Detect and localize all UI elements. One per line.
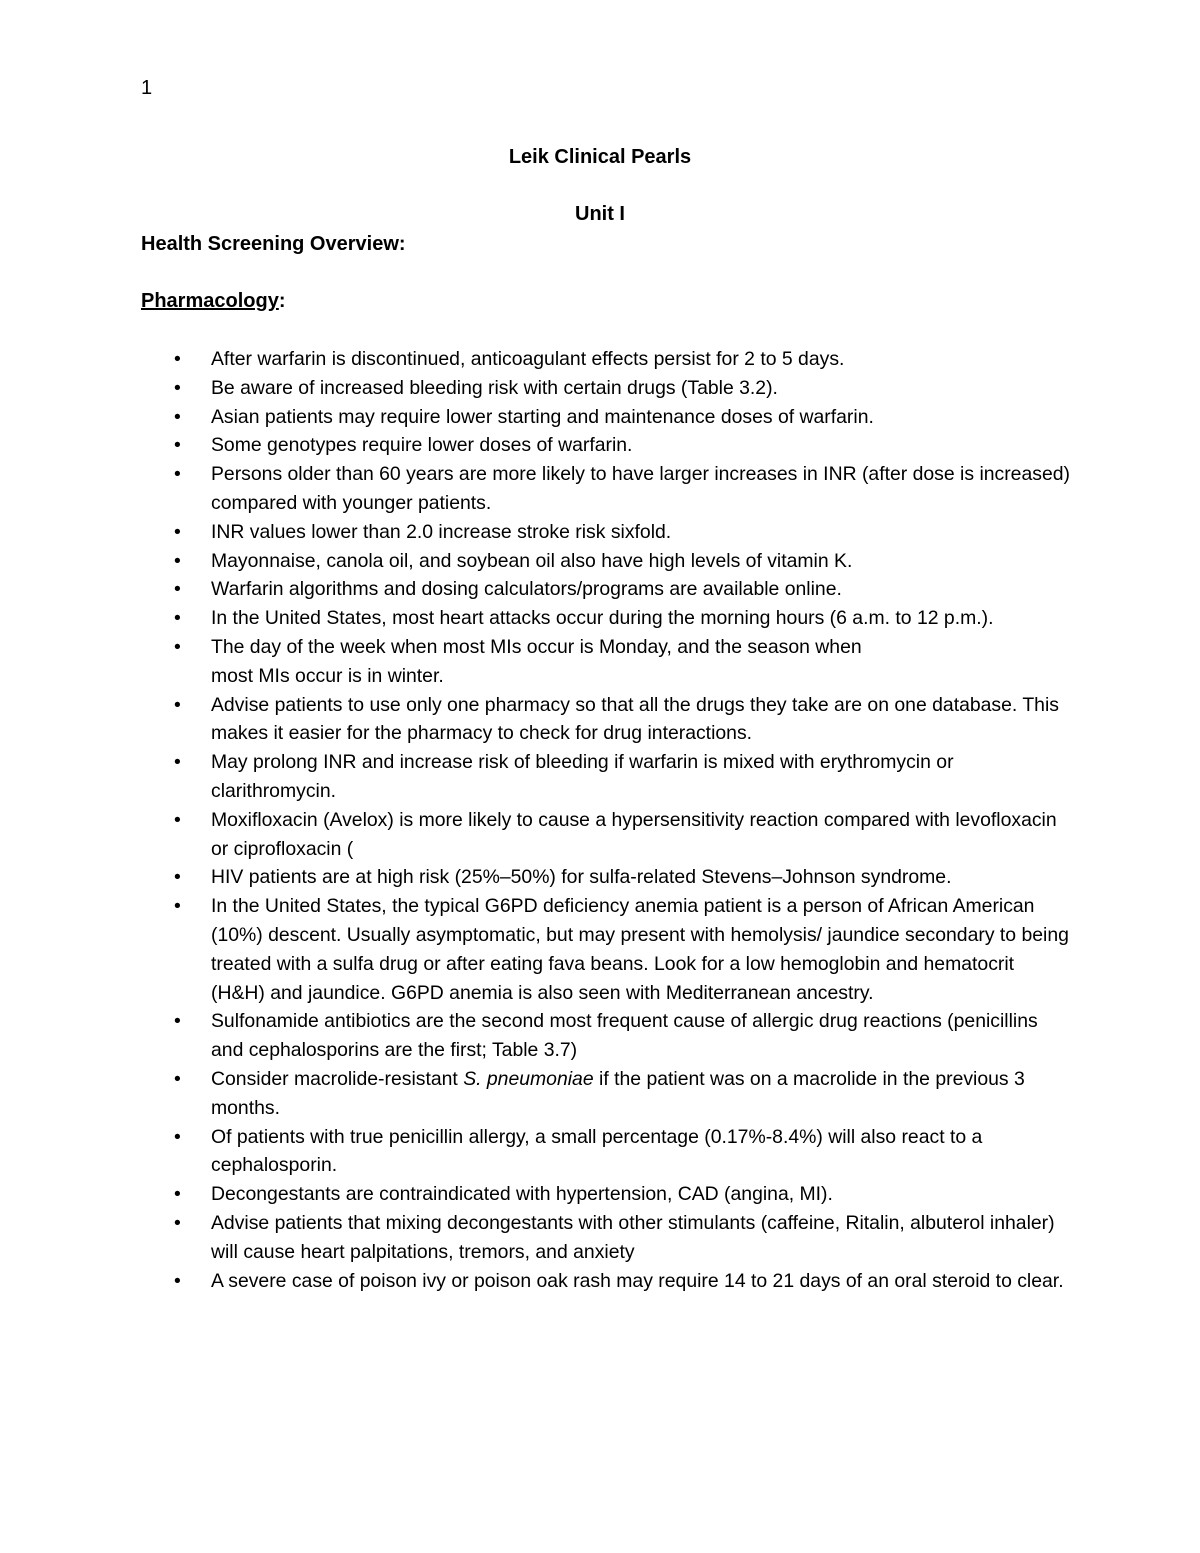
bullet-icon: • <box>174 607 181 630</box>
bullet-icon: • <box>174 578 181 601</box>
pearl-text: Decongestants are contraindicated with hypertension, CAD (angina, MI). <box>211 1183 833 1206</box>
pearl-text: Warfarin algorithms and dosing calculators/programs are available online. <box>211 578 842 601</box>
list-item <box>174 345 1071 374</box>
pearl-text-line-1: The day of the week when most MIs occur is Monday, and the season when <box>211 635 862 658</box>
pearl-text: Moxifloxacin (Avelox) is more likely to cause a hypersensitivity reaction compared with levofloxacin or ciprofloxacin ( <box>211 808 1057 860</box>
bullet-icon: • <box>174 808 181 831</box>
list-item <box>174 1209 1071 1267</box>
pearl-text: In the United States, most heart attacks occur during the morning hours (6 a.m. to 12 p.m.). <box>211 607 994 630</box>
list-item <box>174 806 1071 864</box>
list-item <box>174 1180 1071 1209</box>
pearl-text-italic-organism: S. pneumoniae <box>463 1067 594 1090</box>
pearl-text: A severe case of poison ivy or poison oak rash may require 14 to 21 days of an oral steroid to clear. <box>211 1269 1064 1292</box>
list-item <box>174 604 1071 633</box>
bullet-icon: • <box>174 866 181 889</box>
bullet-icon: • <box>174 895 181 918</box>
pearl-text: Advise patients that mixing decongestants with other stimulants (caffeine, Ritalin, albuterol inhaler) will cause heart palpitations, tremors, and anxiety <box>211 1211 1055 1263</box>
pearl-text: In the United States, the typical G6PD deficiency anemia patient is a person of African American (10%) descent. Usually asymptomatic, but may present with hemolysis/ jaundice secondary to being treated with a sulfa drug or after eating fava beans. Look for a low hemoglobin and hematocrit (H&H) and jaundice. G6PD anemia is also seen with Mediterranean ancestry. <box>211 895 1069 1004</box>
pearl-text: After warfarin is discontinued, anticoagulant effects persist for 2 to 5 days. <box>211 348 845 370</box>
pearl-text: Persons older than 60 years are more likely to have larger increases in INR (after dose is increased) compared with younger patients. <box>211 463 1070 514</box>
bullet-icon: • <box>174 1010 181 1033</box>
bullet-icon: • <box>174 751 181 774</box>
pearl-text: Advise patients to use only one pharmacy so that all the drugs they take are on one database. This makes it easier for the pharmacy to check for drug interactions. <box>211 693 1059 745</box>
pearl-text-start: Consider macrolide-resistant <box>211 1067 464 1090</box>
bullet-icon: • <box>174 1211 181 1234</box>
list-item <box>174 460 1071 518</box>
list-item <box>174 1065 1071 1123</box>
bullet-icon: • <box>174 463 181 486</box>
pearl-text: INR values lower than 2.0 increase stroke risk sixfold. <box>211 520 672 543</box>
bullet-icon: • <box>174 434 181 457</box>
bullet-icon: • <box>174 520 181 543</box>
bullet-icon: • <box>174 376 181 399</box>
bullet-icon: • <box>174 1067 181 1090</box>
bullet-icon: • <box>174 1125 181 1148</box>
list-item <box>174 892 1071 1007</box>
pearl-text: May prolong INR and increase risk of bleeding if warfarin is mixed with erythromycin or clarithromycin. <box>211 751 954 802</box>
bullet-icon: • <box>174 1269 181 1292</box>
page-number: 1 <box>141 77 153 99</box>
list-item <box>174 518 1071 547</box>
pearl-text: Asian patients may require lower starting and maintenance doses of warfarin. <box>211 405 874 428</box>
list-item <box>174 374 1071 403</box>
pearl-text-line-2: most MIs occur is in winter. <box>211 664 444 687</box>
pearl-text: Of patients with true penicillin allergy, a small percentage (0.17%-8.4%) will also react to a cephalosporin. <box>211 1125 983 1177</box>
list-item <box>174 403 1071 432</box>
list-item <box>174 691 1071 749</box>
bullet-icon: • <box>174 405 181 428</box>
pearl-text: Mayonnaise, canola oil, and soybean oil also have high levels of vitamin K. <box>211 549 853 572</box>
document-title: Leik Clinical Pearls <box>508 146 692 168</box>
pearl-text: Be aware of increased bleeding risk with certain drugs (Table 3.2). <box>211 376 778 399</box>
list-item <box>174 1123 1071 1181</box>
pearl-text-end: if the patient was on a macrolide in the previous 3 months. <box>211 1067 1025 1119</box>
section-heading: Health Screening Overview: <box>141 233 406 255</box>
subsection-heading <box>141 287 286 315</box>
bullet-icon: • <box>174 549 181 572</box>
list-item <box>174 1007 1071 1065</box>
pearl-text: HIV patients are at high risk (25%–50%) for sulfa-related Stevens–Johnson syndrome. <box>211 866 952 889</box>
list-item <box>174 633 1071 691</box>
pearl-text: Some genotypes require lower doses of warfarin. <box>211 434 633 457</box>
bullet-icon: • <box>174 1183 181 1206</box>
list-item <box>174 863 1071 892</box>
unit-title: Unit I <box>575 203 625 225</box>
list-item <box>174 1267 1071 1296</box>
list-item <box>174 575 1071 604</box>
pearl-text: Sulfonamide antibiotics are the second most frequent cause of allergic drug reactions (penicillins and cephalosporins are the first; Table 3.7) <box>211 1010 1038 1062</box>
list-item <box>174 547 1071 576</box>
list-item <box>174 431 1071 460</box>
subsection-heading-label: Pharmacology <box>141 290 279 312</box>
list-item <box>174 748 1071 806</box>
bullet-icon: • <box>174 635 181 658</box>
pharmacology-pearls-list <box>174 345 1071 1295</box>
subsection-heading-colon: : <box>278 290 286 312</box>
bullet-icon: • <box>174 693 181 716</box>
bullet-icon: • <box>174 348 181 370</box>
